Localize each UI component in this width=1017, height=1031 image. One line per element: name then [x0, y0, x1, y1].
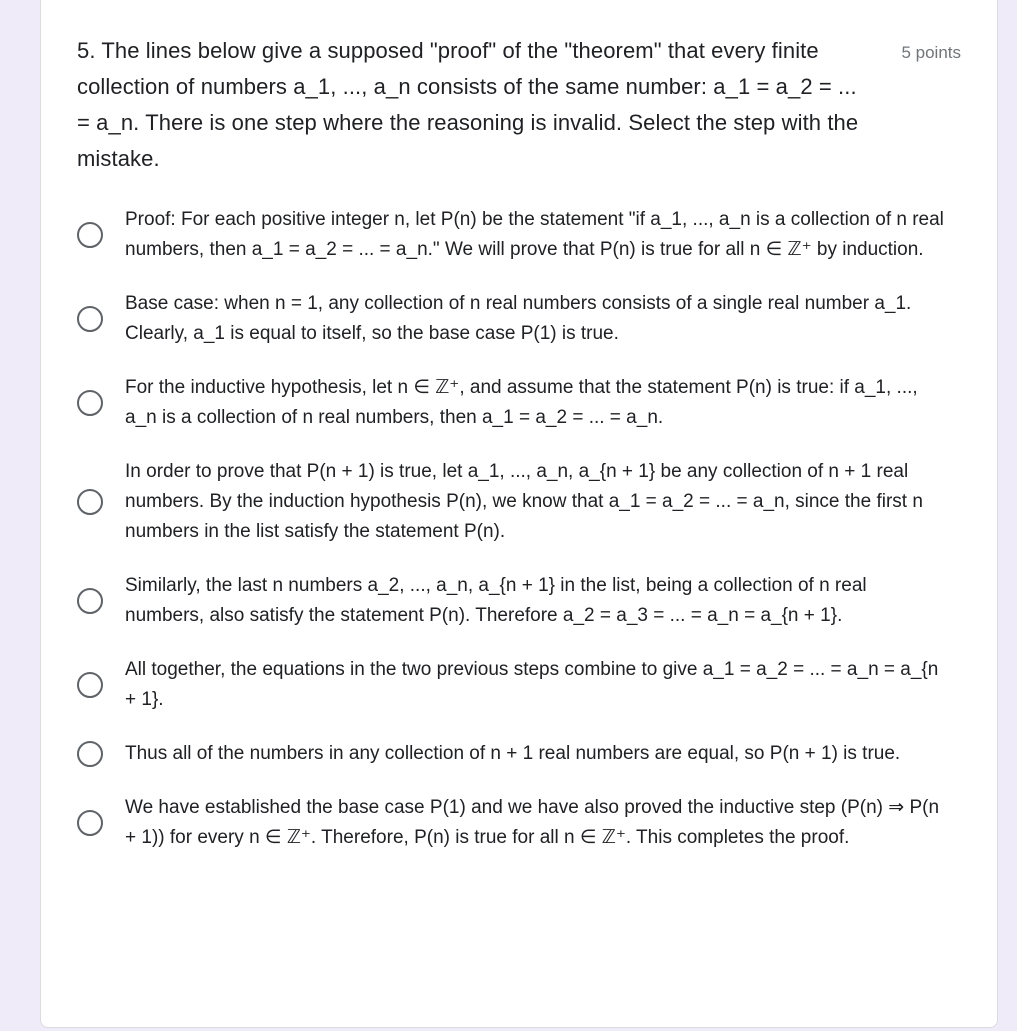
radio-button-8[interactable]: [77, 810, 103, 836]
radio-button-2[interactable]: [77, 306, 103, 332]
option-4[interactable]: [77, 457, 957, 547]
option-1[interactable]: [77, 205, 957, 265]
option-8[interactable]: [77, 793, 957, 853]
options-list: [77, 205, 957, 877]
question-card: [40, 0, 998, 1028]
question-header: [77, 33, 867, 177]
option-label-4: In order to prove that P(n + 1) is true, let a_1, ..., a_n, a_{n + 1} be any collection of n + 1 real numbers. By the induction hypothesis P(n), we know that a_1 = a_2 = ... = a_n, since the first n numbers in the list satisfy the statement P(n).: [125, 461, 923, 542]
points-label: 5 points: [901, 43, 961, 62]
radio-button-3[interactable]: [77, 390, 103, 416]
option-3[interactable]: [77, 373, 957, 433]
option-label-1: Proof: For each positive integer n, let P(n) be the statement "if a_1, ..., a_n is a collection of n real numbers, then a_1 = a_2 = ... = a_n." We will prove that P(n) is true for all n ∈ ℤ⁺ by induction.: [125, 209, 944, 260]
option-label-3: For the inductive hypothesis, let n ∈ ℤ⁺, and assume that the statement P(n) is true: if a_1, ..., a_n is a collection of n real numbers, then a_1 = a_2 = ... = a_n.: [125, 377, 918, 428]
option-7[interactable]: [77, 739, 957, 769]
option-label-5: Similarly, the last n numbers a_2, ..., a_n, a_{n + 1} in the list, being a collection of n real numbers, also satisfy the statement P(n). Therefore a_2 = a_3 = ... = a_n = a_{n + 1}.: [125, 575, 867, 626]
question-title: 5. The lines below give a supposed "proof" of the "theorem" that every finite collection of numbers a_1, ..., a_n consists of the same number: a_1 = a_2 = ... = a_n. There is one step where the reasoning is invalid. Select the step with the mistake.: [77, 38, 859, 171]
radio-button-1[interactable]: [77, 222, 103, 248]
option-label-8: We have established the base case P(1) and we have also proved the inductive step (P(n) ⇒ P(n + 1)) for every n ∈ ℤ⁺. Therefore, P(n) is true for all n ∈ ℤ⁺. This completes the proof.: [125, 797, 940, 848]
option-label-7: Thus all of the numbers in any collection of n + 1 real numbers are equal, so P(n + 1) is true.: [125, 743, 901, 764]
option-label-2: Base case: when n = 1, any collection of n real numbers consists of a single real number a_1. Clearly, a_1 is equal to itself, so the base case P(1) is true.: [125, 293, 912, 344]
option-5[interactable]: [77, 571, 957, 631]
option-label-6: All together, the equations in the two previous steps combine to give a_1 = a_2 = ... = a_n = a_{n + 1}.: [125, 659, 939, 710]
radio-button-5[interactable]: [77, 588, 103, 614]
radio-button-6[interactable]: [77, 672, 103, 698]
radio-button-4[interactable]: [77, 489, 103, 515]
option-2[interactable]: [77, 289, 957, 349]
radio-button-7[interactable]: [77, 741, 103, 767]
option-6[interactable]: [77, 655, 957, 715]
